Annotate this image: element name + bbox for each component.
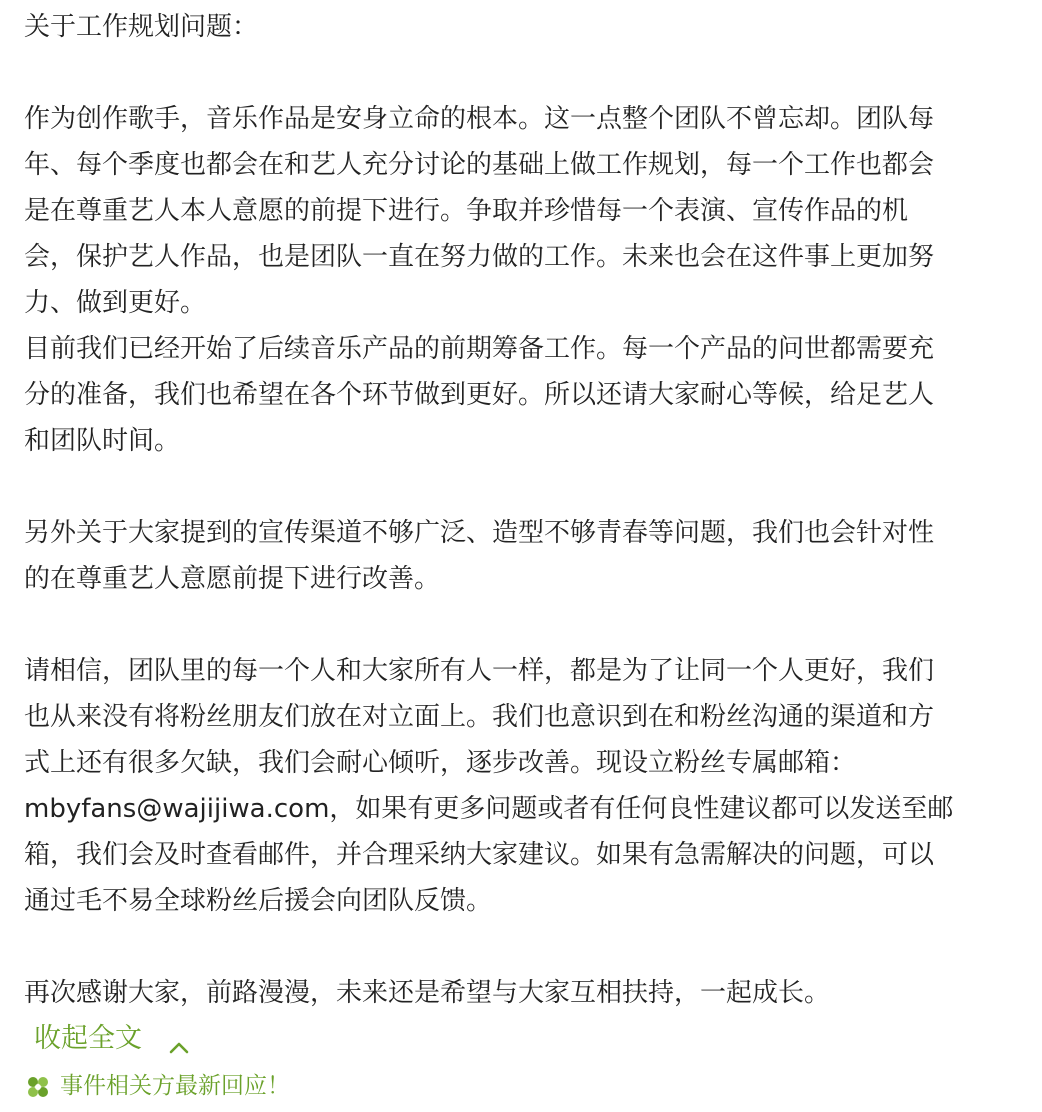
article-body xyxy=(24,4,1018,1016)
event-response-label: 事件相关方最新回应！ xyxy=(60,1073,290,1099)
paragraph-thanks xyxy=(24,970,1018,1016)
spacer xyxy=(24,924,1018,970)
spacer xyxy=(24,464,1018,510)
text-line: 年、每个季度也都会在和艺人充分讨论的基础上做工作规划，每一个工作也都会 xyxy=(24,150,935,180)
paragraph-preparation xyxy=(24,326,1018,464)
text-line: 请相信，团队里的每一个人和大家所有人一样，都是为了让同一个人更好，我们 xyxy=(24,656,935,686)
text-line: 式上还有很多欠缺，我们会耐心倾听，逐步改善。现设立粉丝专属邮箱： xyxy=(24,748,857,778)
text-line: 力、做到更好。 xyxy=(24,288,207,318)
text-line: 的在尊重艺人意愿前提下进行改善。 xyxy=(24,564,441,594)
text-line: 目前我们已经开始了后续音乐产品的前期筹备工作。每一个产品的问世都需要充 xyxy=(24,334,935,364)
paragraph-communication xyxy=(24,648,1018,924)
spacer xyxy=(24,50,1018,96)
text-line: 也从来没有将粉丝朋友们放在对立面上。我们也意识到在和粉丝沟通的渠道和方 xyxy=(24,702,935,732)
pinwheel-icon xyxy=(26,1074,50,1098)
event-response-link[interactable] xyxy=(26,1068,290,1104)
text-line: 会，保护艺人作品，也是团队一直在努力做的工作。未来也会在这件事上更加努 xyxy=(24,242,935,272)
text-line: 分的准备，我们也希望在各个环节做到更好。所以还请大家耐心等候，给足艺人 xyxy=(24,380,935,410)
paragraph-improvement xyxy=(24,510,1018,602)
collapse-label: 收起全文 xyxy=(34,1023,142,1054)
text-line: mbyfans@wajijiwa.com，如果有更多问题或者有任何良性建议都可以发送至邮 xyxy=(24,794,954,824)
text-line: 是在尊重艺人本人意愿的前提下进行。争取并珍惜每一个表演、宣传作品的机 xyxy=(24,196,909,226)
text-line: 再次感谢大家，前路漫漫，未来还是希望与大家互相扶持，一起成长。 xyxy=(24,978,831,1008)
section-heading: 关于工作规划问题： xyxy=(24,12,259,42)
text-line: 作为创作歌手，音乐作品是安身立命的根本。这一点整个团队不曾忘却。团队每 xyxy=(24,104,935,134)
spacer xyxy=(24,602,1018,648)
text-line: 和团队时间。 xyxy=(24,426,181,456)
text-line: 箱，我们会及时查看邮件，并合理采纳大家建议。如果有急需解决的问题，可以 xyxy=(24,840,935,870)
text-line: 另外关于大家提到的宣传渠道不够广泛、造型不够青春等问题，我们也会针对性 xyxy=(24,518,935,548)
collapse-full-text-button[interactable] xyxy=(34,1016,190,1062)
paragraph-work-plan xyxy=(24,96,1018,326)
chevron-up-icon xyxy=(168,1028,190,1050)
text-line: 通过毛不易全球粉丝后援会向团队反馈。 xyxy=(24,886,493,916)
